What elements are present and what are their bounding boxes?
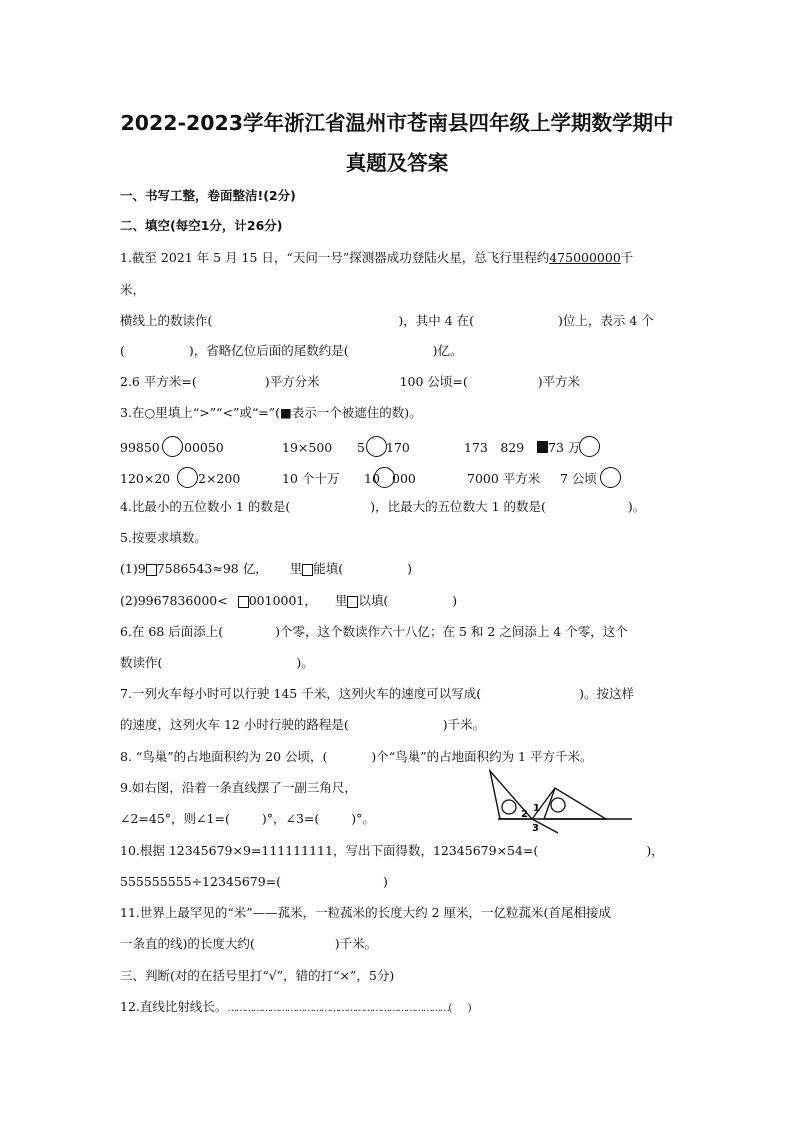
blank-square[interactable]: [347, 596, 358, 608]
hidden-digit-square: [537, 441, 548, 453]
blank-square[interactable]: [146, 564, 157, 576]
question-1-line4: ( )，省略亿位后面的尾数约是( )亿。: [120, 343, 463, 358]
question-9-line1: 9.如右图，沿着一条直线摆了一副三角尺，: [120, 780, 357, 795]
question-9-line2: ∠2=45°，则∠1=( )°，∠3=( )°。: [120, 811, 375, 826]
question-3-intro: 3.在○里填上“>”“<”或“=”(■表示一个被遮住的数)。: [120, 405, 422, 420]
section-heading-1: 一、书写工整，卷面整洁!(2分): [120, 188, 296, 203]
question-11-line2: 一条直的线)的长度大约( )千米。: [120, 936, 378, 951]
question-1-line2: 米，: [120, 282, 146, 297]
page-title: 2022-2023学年浙江省温州市苍南县四年级上学期数学期中: [120, 111, 674, 135]
angle-label-3: 3: [532, 823, 539, 834]
angle-label-2: 2: [521, 809, 528, 820]
question-12: 12.直线比射线长。……………………………………………………………………( ): [120, 999, 471, 1014]
triangle-rulers-figure: [460, 768, 640, 834]
question-4: 4.比最小的五位数小 1 的数是( )，比最大的五位数大 1 的数是( )。: [120, 499, 646, 514]
question-5-part1: (1)9 7586543≈98 亿， 里 能填( ): [120, 561, 412, 576]
question-10-line2: 555555555÷12345679=( ): [120, 874, 388, 889]
question-3-row1: 99850 00050 19×500 5 170 173 829 73 万: [120, 438, 640, 462]
compare-circle[interactable]: [579, 436, 600, 457]
compare-circle[interactable]: [600, 467, 621, 488]
question-7-line2: 的速度，这列火车 12 小时行驶的路程是( )千米。: [120, 717, 486, 732]
compare-circle[interactable]: [162, 436, 183, 457]
compare-circle[interactable]: [366, 436, 387, 457]
question-5-intro: 5.按要求填数。: [120, 530, 207, 545]
question-7-line1: 7.一列火车每小时可以行驶 145 千米，这列火车的速度可以写成( )。按这样: [120, 686, 635, 701]
hole-circle-right: [551, 798, 565, 812]
question-1-line1: 1.截至 2021 年 5 月 15 日，“天问一号”探测器成功登陆火星，总飞行里程约475000000千: [120, 250, 634, 265]
section-heading-3: 三、判断(对的在括号里打“√”，错的打“×”，5分): [120, 968, 395, 983]
question-2: 2.6 平方米=( )平方分米 100 公顷=( )平方米: [120, 374, 581, 389]
compare-circle[interactable]: [177, 467, 198, 488]
blank-square[interactable]: [238, 596, 249, 608]
question-1-line3: 横线上的数读作( )，其中 4 在( )位上，表示 4 个: [120, 313, 654, 328]
hole-circle-left: [502, 800, 516, 814]
dot-leader: ……………………………………………………………………( ): [227, 1003, 471, 1014]
angle-label-1: 1: [533, 803, 540, 814]
question-5-part2: (2)9967836000< 0010001， 里 以填( ): [120, 593, 458, 608]
question-11-line1: 11.世界上最罕见的“米”——菰米，一粒菰米的长度大约 2 厘米，一亿粒菰米(首尾相接成: [120, 905, 611, 920]
underlined-number: 475000000: [549, 250, 621, 265]
blank-square[interactable]: [302, 564, 313, 576]
question-6-line2: 数读作( )。: [120, 655, 314, 670]
question-10-line1: 10.根据 12345679×9=111111111，写出下面得数，12345679×54=( )，: [120, 843, 664, 858]
question-6-line1: 6.在 68 后面添上( )个零，这个数读作六十八亿；在 5 和 2 之间添上 4 个零，这个: [120, 624, 628, 639]
question-3-row2: 120×20 2×200 10 个十万 10 000 7000 平方米 7 公顷: [120, 469, 640, 493]
set-square-right: [544, 788, 606, 819]
section-heading-2: 二、填空(每空1分，计26分): [120, 218, 283, 233]
question-8: 8. “鸟巢”的占地面积约为 20 公顷，( )个“鸟巢”的占地面积约为 1 平方千米。: [120, 749, 593, 764]
page-title-line2: 真题及答案: [345, 151, 449, 175]
